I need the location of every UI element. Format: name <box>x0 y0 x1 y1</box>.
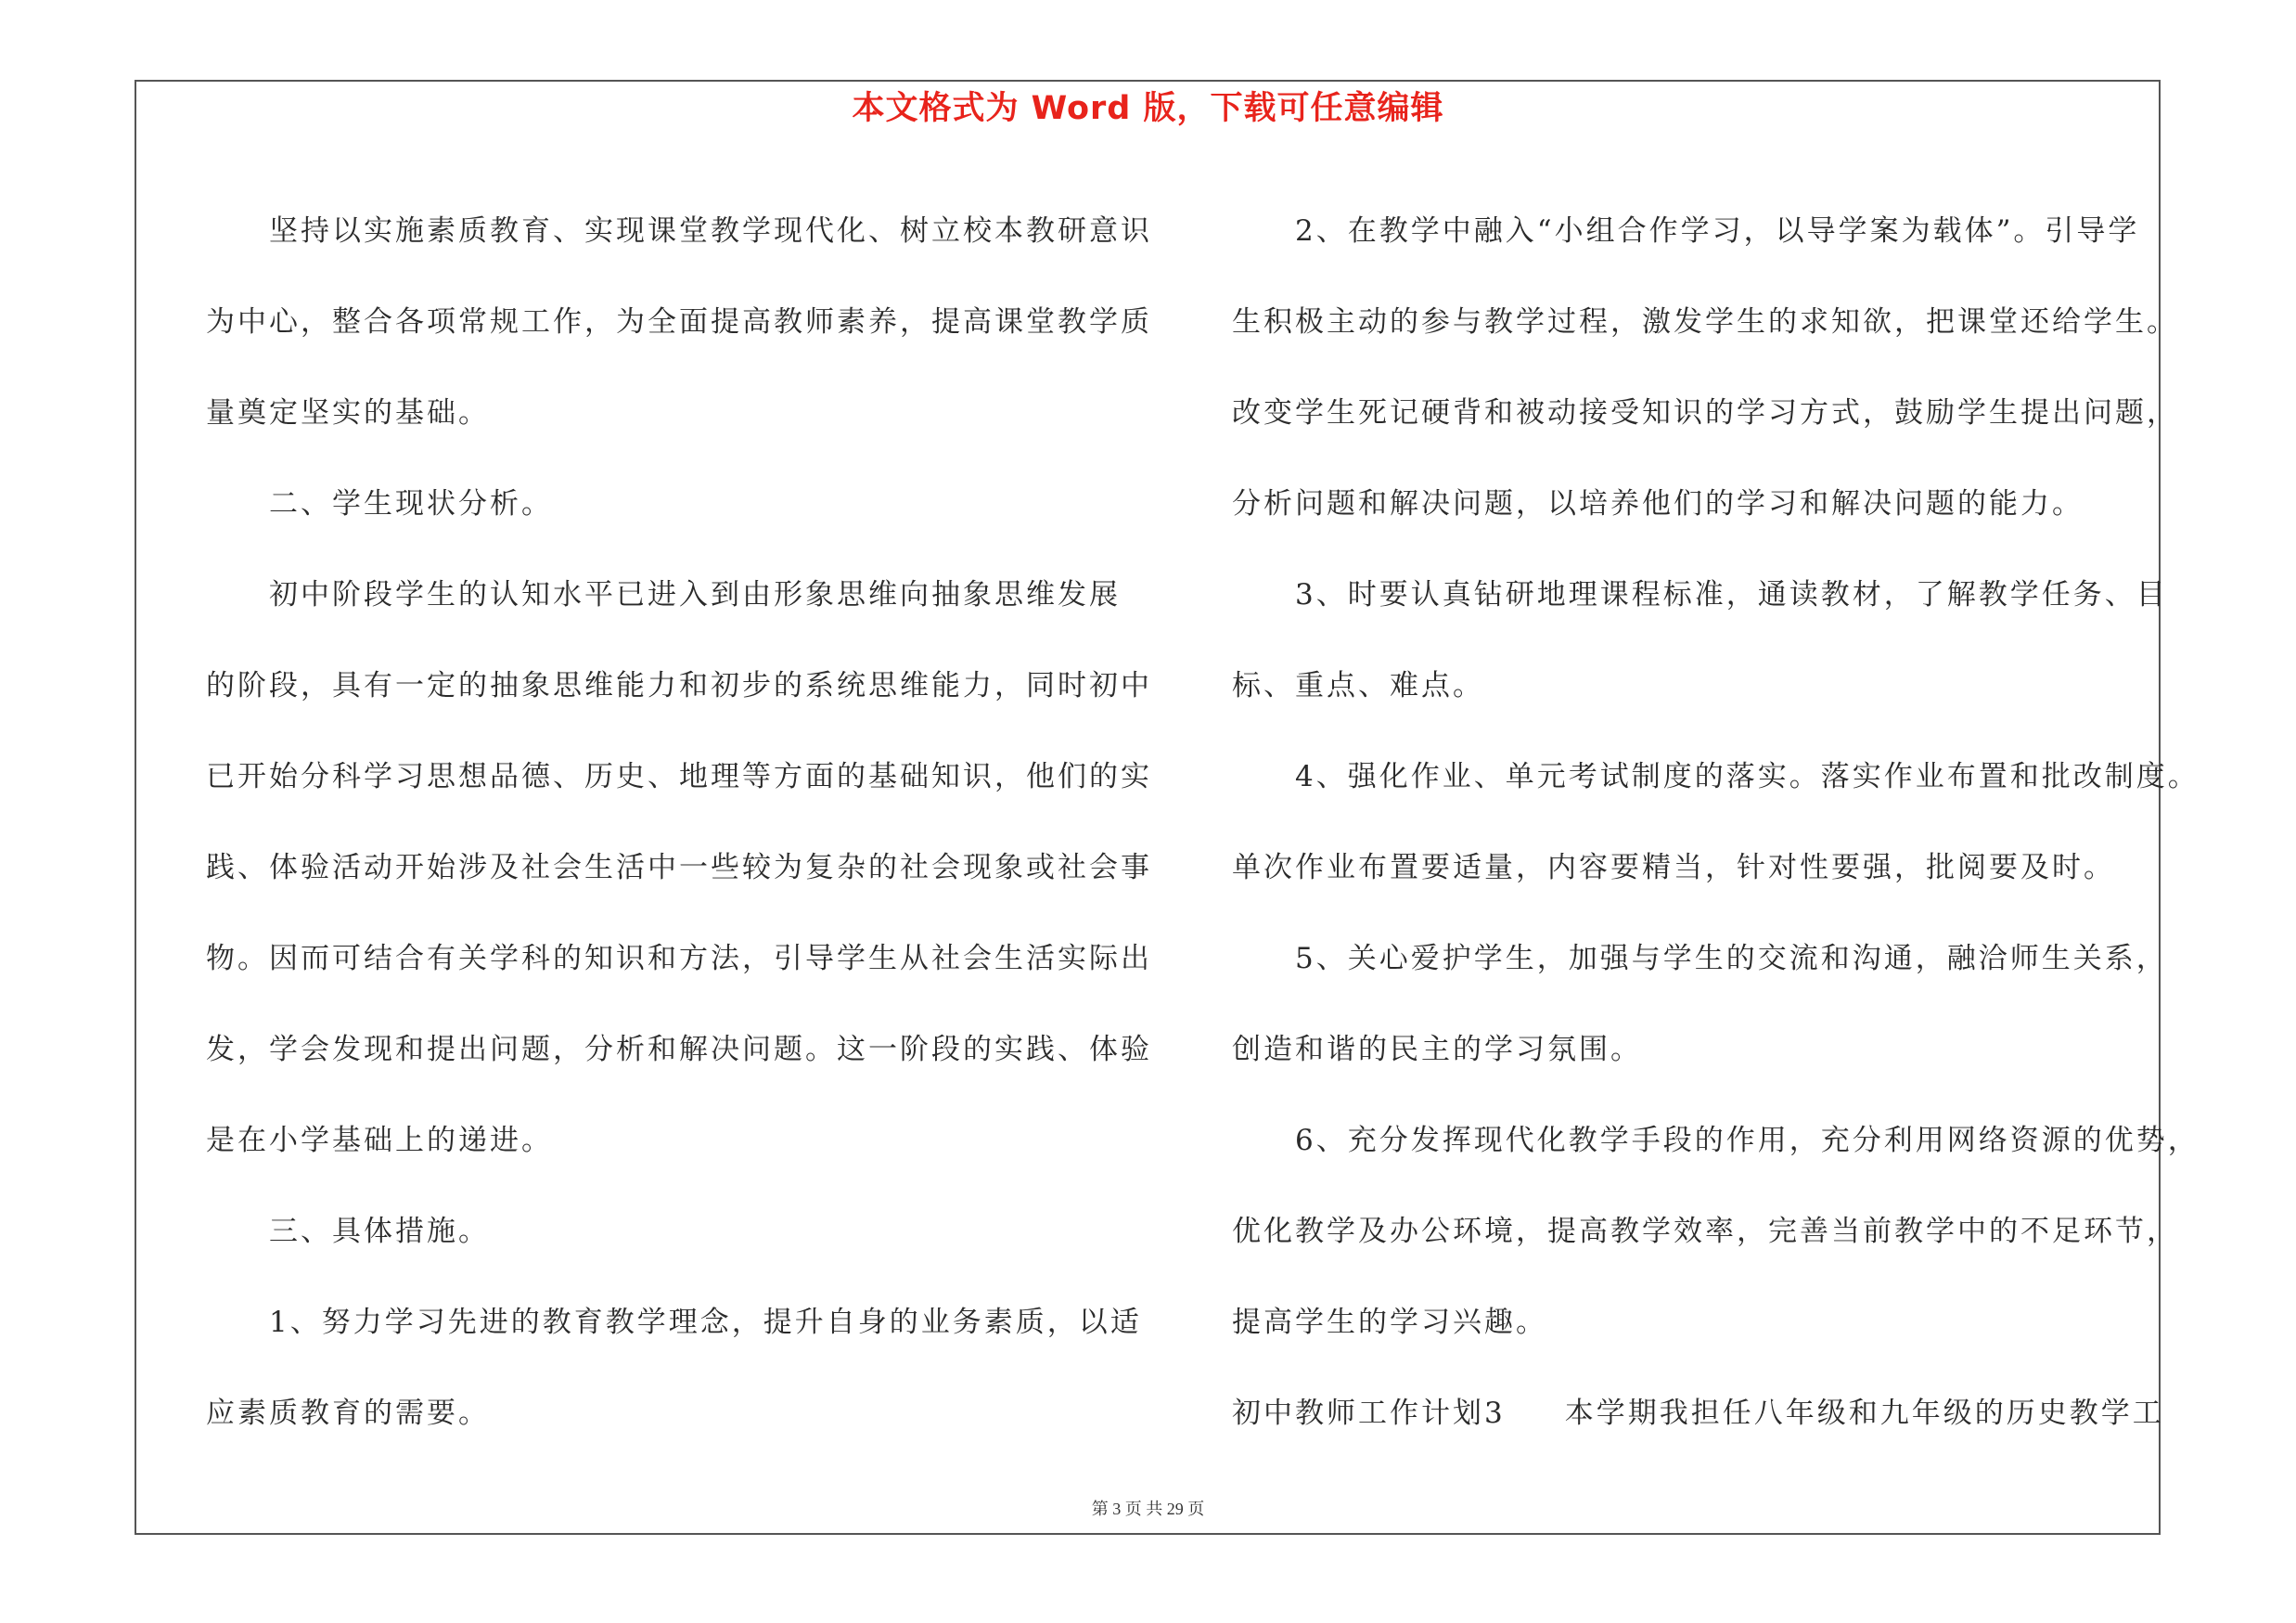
right-line-4: 分析问题和解决问题，以培养他们的学习和解决问题的能力。 <box>1232 487 2084 521</box>
right-text-column <box>1232 186 2200 1459</box>
right-line-8: 单次作业布置要适量，内容要精当，针对性要强，批阅要及时。 <box>1232 851 2115 884</box>
left-line-6: 的阶段，具有一定的抽象思维能力和初步的系统思维能力，同时初中 <box>206 669 1152 702</box>
left-line-11: 是在小学基础上的递进。 <box>206 1124 553 1157</box>
section-heading-measures: 三、具体措施。 <box>269 1215 490 1248</box>
right-line-2: 生积极主动的参与教学过程，激发学生的求知欲，把课堂还给学生。 <box>1232 305 2178 339</box>
left-line-9: 物。因而可结合有关学科的知识和方法，引导学生从社会生活实际出 <box>206 942 1152 975</box>
left-line-2: 为中心，整合各项常规工作，为全面提高教师素养，提高课堂教学质 <box>206 305 1152 339</box>
right-line-1: 2、在教学中融入“小组合作学习，以导学案为载体”。引导学 <box>1295 214 2140 248</box>
format-banner: 本文格式为 Word 版，下载可任意编辑 <box>852 90 1444 127</box>
left-text-column <box>206 186 1152 1459</box>
plan-heading: 初中教师工作计划3 <box>1232 1397 1506 1430</box>
left-line-1: 坚持以实施素质教育、实现课堂教学现代化、树立校本教研意识 <box>269 214 1152 248</box>
left-line-5: 初中阶段学生的认知水平已进入到由形象思维向抽象思维发展 <box>269 578 1121 612</box>
left-line-14: 应素质教育的需要。 <box>206 1397 490 1430</box>
right-line-9: 5、关心爱护学生，加强与学生的交流和沟通，融洽师生关系， <box>1295 942 2168 975</box>
left-line-3: 量奠定坚实的基础。 <box>206 396 490 430</box>
right-line-7: 4、强化作业、单元考试制度的落实。落实作业布置和批改制度。 <box>1295 760 2200 793</box>
right-line-3: 改变学生死记硬背和被动接受知识的学习方式，鼓励学生提出问题， <box>1232 396 2178 430</box>
right-line-5: 3、时要认真钻研地理课程标准，通读教材，了解教学任务、目 <box>1295 578 2168 612</box>
left-line-8: 践、体验活动开始涉及社会生活中一些较为复杂的社会现象或社会事 <box>206 851 1152 884</box>
right-line-10: 创造和谐的民主的学习氛围。 <box>1232 1033 1642 1066</box>
next-plan-intro-line <box>1232 1368 2174 1459</box>
left-line-13: 1、努力学习先进的教育教学理念，提升自身的业务素质，以适 <box>269 1306 1142 1339</box>
right-line-11: 6、充分发挥现代化教学手段的作用，充分利用网络资源的优势， <box>1295 1124 2200 1157</box>
right-line-13: 提高学生的学习兴趣。 <box>1232 1306 1547 1339</box>
left-line-10: 发，学会发现和提出问题，分析和解决问题。这一阶段的实践、体验 <box>206 1033 1152 1066</box>
page-number: 第 3 页 共 29 页 <box>1091 1500 1205 1518</box>
right-line-6: 标、重点、难点。 <box>1232 669 1484 702</box>
section-heading-student-analysis: 二、学生现状分析。 <box>269 487 553 521</box>
right-line-12: 优化教学及办公环境，提高教学效率，完善当前教学中的不足环节， <box>1232 1215 2178 1248</box>
plan-intro-text: 本学期我担任八年级和九年级的历史教学工 <box>1564 1397 2164 1430</box>
left-line-7: 已开始分科学习思想品德、历史、地理等方面的基础知识，他们的实 <box>206 760 1152 793</box>
